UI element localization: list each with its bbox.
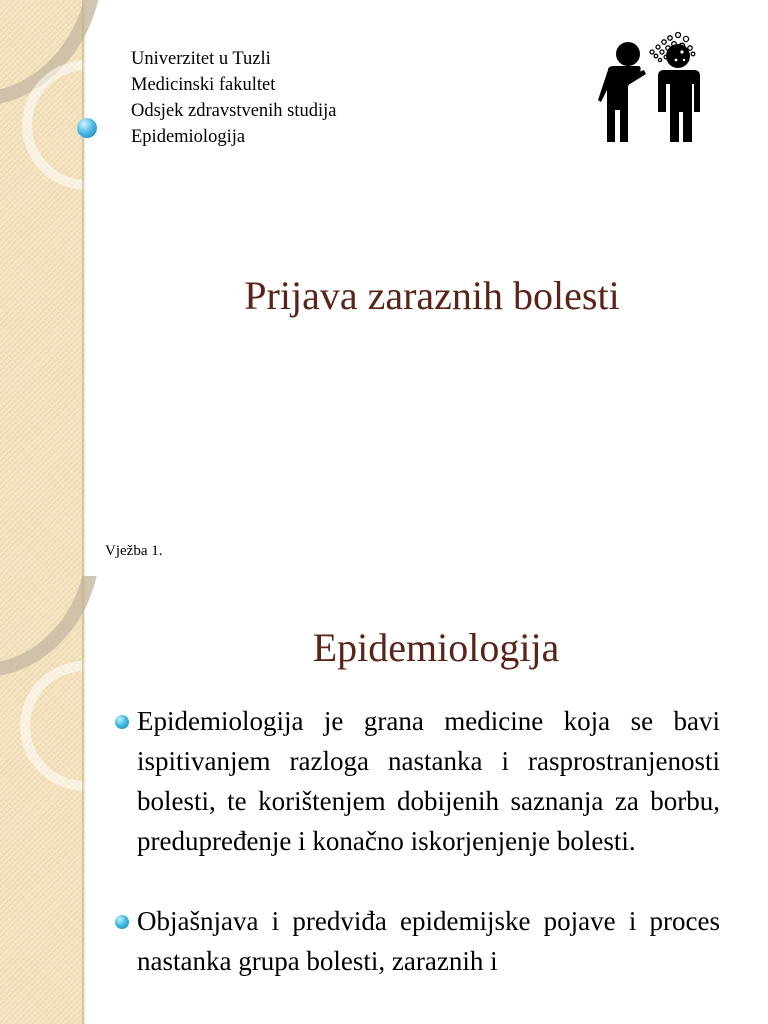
slide-title: Prijava zaraznih bolesti <box>244 273 620 318</box>
bullet-icon <box>115 715 129 729</box>
bullet-text: Epidemiologija je grana medicine koja se bavi ispitivanjem razloga nastanka i rasprostranjenosti bolesti, te korištenjem dobijenih saznanja za borbu, preduprеđenje i konačno iskorjenjenje bolesti. <box>137 706 720 856</box>
slide-title: Epidemiologija <box>312 625 560 670</box>
header-line-university: Univerzitet u Tuzli <box>131 49 271 69</box>
bullet-list <box>137 701 720 981</box>
bullet-text: Objašnjava i predviđa epidemijske pojave i proces nastanka grupa bolesti, zaraznih i <box>137 906 720 976</box>
list-item <box>137 701 720 861</box>
content-slide <box>0 576 768 1024</box>
exercise-label: Vježba 1. <box>105 543 163 559</box>
bullet-icon <box>115 915 129 929</box>
list-item <box>137 901 720 981</box>
header-line-department: Odsjek zdravstvenih studija <box>131 101 337 121</box>
header-line-faculty: Medicinski fakultet <box>131 75 276 95</box>
institution-header <box>131 46 337 150</box>
coughing-person-icon <box>598 30 718 148</box>
decorative-ring <box>20 661 150 791</box>
header-line-course: Epidemiologija <box>131 127 246 147</box>
decorative-blue-dot <box>77 118 97 138</box>
